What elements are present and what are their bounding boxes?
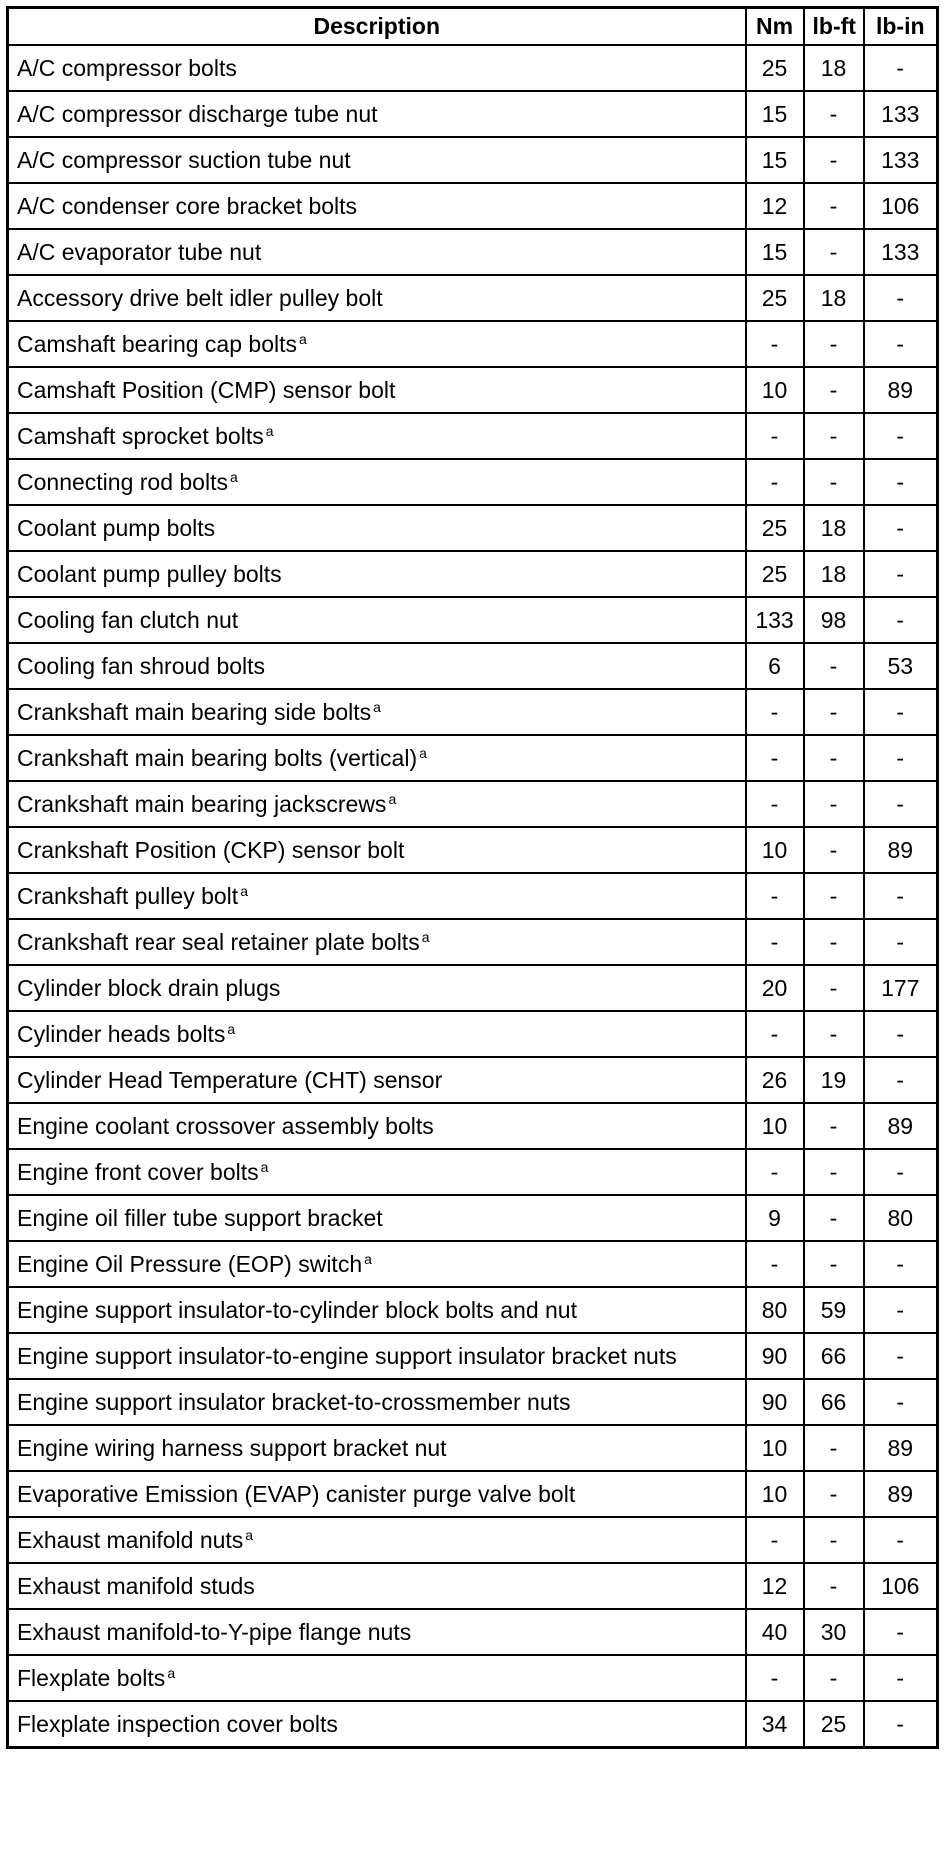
table-row	[8, 873, 938, 919]
lbin-cell: 89	[864, 1103, 938, 1149]
description-cell	[8, 873, 746, 919]
header-description: Description	[8, 8, 746, 46]
nm-cell: 80	[746, 1287, 804, 1333]
table-row	[8, 1379, 938, 1425]
description-text: Flexplate inspection cover bolts	[17, 1710, 338, 1737]
lbft-cell: 30	[804, 1609, 864, 1655]
lbin-cell: -	[864, 1517, 938, 1563]
description-cell	[8, 781, 746, 827]
table-row	[8, 735, 938, 781]
footnote-marker: a	[227, 1021, 236, 1037]
lbin-cell: -	[864, 1701, 938, 1748]
description-cell	[8, 413, 746, 459]
header-lbft: lb-ft	[804, 8, 864, 46]
table-row	[8, 1333, 938, 1379]
nm-cell: 12	[746, 1563, 804, 1609]
nm-cell: 133	[746, 597, 804, 643]
lbft-cell: -	[804, 965, 864, 1011]
lbin-cell: -	[864, 459, 938, 505]
lbft-cell: -	[804, 413, 864, 459]
description-text: Accessory drive belt idler pulley bolt	[17, 284, 383, 311]
lbin-cell: -	[864, 1149, 938, 1195]
nm-cell: 25	[746, 45, 804, 91]
nm-cell: 25	[746, 505, 804, 551]
description-cell	[8, 1241, 746, 1287]
description-cell	[8, 1517, 746, 1563]
lbft-cell: -	[804, 1241, 864, 1287]
lbin-cell: 106	[864, 1563, 938, 1609]
lbft-cell: -	[804, 827, 864, 873]
lbin-cell: -	[864, 597, 938, 643]
description-cell	[8, 275, 746, 321]
lbin-cell: 106	[864, 183, 938, 229]
table-row	[8, 1149, 938, 1195]
description-text: Engine front cover bolts	[17, 1159, 259, 1185]
nm-cell: -	[746, 321, 804, 367]
lbft-cell: 66	[804, 1379, 864, 1425]
table-row	[8, 137, 938, 183]
lbft-cell: -	[804, 229, 864, 275]
table-row	[8, 45, 938, 91]
footnote-marker: a	[419, 745, 427, 761]
lbin-cell: 80	[864, 1195, 938, 1241]
lbin-cell: -	[864, 873, 938, 919]
lbin-cell: -	[864, 1287, 938, 1333]
nm-cell: -	[746, 459, 804, 505]
description-cell	[8, 1425, 746, 1471]
description-text: Crankshaft main bearing bolts (vertical)	[17, 745, 418, 771]
table-row	[8, 1287, 938, 1333]
description-cell	[8, 1379, 746, 1425]
lbin-cell: -	[864, 1655, 938, 1701]
lbin-cell: 89	[864, 367, 938, 413]
lbft-cell: -	[804, 1149, 864, 1195]
table-row	[8, 367, 938, 413]
nm-cell: 15	[746, 91, 804, 137]
nm-cell: 26	[746, 1057, 804, 1103]
description-cell	[8, 183, 746, 229]
nm-cell: 10	[746, 367, 804, 413]
footnote-marker: a	[245, 1527, 254, 1543]
torque-spec-table	[6, 6, 939, 1749]
description-cell	[8, 321, 746, 367]
lbin-cell: -	[864, 1057, 938, 1103]
lbft-cell: -	[804, 321, 864, 367]
description-cell	[8, 1563, 746, 1609]
lbin-cell: -	[864, 1241, 938, 1287]
table-row	[8, 1609, 938, 1655]
description-text: Exhaust manifold studs	[17, 1572, 255, 1599]
description-text: Crankshaft main bearing jackscrews	[17, 791, 387, 817]
lbin-cell: 53	[864, 643, 938, 689]
footnote-marker: a	[421, 929, 430, 945]
description-text: Engine support insulator bracket-to-crossmember nuts	[17, 1388, 571, 1415]
lbin-cell: -	[864, 275, 938, 321]
torque-spec-sheet	[6, 6, 939, 1749]
nm-cell: -	[746, 735, 804, 781]
lbft-cell: -	[804, 137, 864, 183]
lbin-cell: -	[864, 45, 938, 91]
lbin-cell: -	[864, 735, 938, 781]
table-row	[8, 781, 938, 827]
table-row	[8, 1517, 938, 1563]
table-row	[8, 1195, 938, 1241]
nm-cell: 90	[746, 1379, 804, 1425]
table-row	[8, 919, 938, 965]
nm-cell: 40	[746, 1609, 804, 1655]
lbft-cell: -	[804, 873, 864, 919]
footnote-marker: a	[388, 791, 397, 807]
description-cell	[8, 1011, 746, 1057]
description-cell	[8, 1149, 746, 1195]
nm-cell: -	[746, 873, 804, 919]
nm-cell: 6	[746, 643, 804, 689]
nm-cell: 10	[746, 827, 804, 873]
lbin-cell: 89	[864, 827, 938, 873]
lbft-cell: 66	[804, 1333, 864, 1379]
table-row	[8, 965, 938, 1011]
table-row	[8, 413, 938, 459]
description-text: Engine support insulator-to-cylinder block bolts and nut	[17, 1296, 577, 1323]
table-row	[8, 183, 938, 229]
lbin-cell: -	[864, 689, 938, 735]
lbft-cell: -	[804, 919, 864, 965]
nm-cell: 9	[746, 1195, 804, 1241]
table-body	[8, 45, 938, 1748]
table-row	[8, 505, 938, 551]
description-cell	[8, 1333, 746, 1379]
table-row	[8, 1011, 938, 1057]
nm-cell: 20	[746, 965, 804, 1011]
table-row	[8, 551, 938, 597]
description-text: Exhaust manifold-to-Y-pipe flange nuts	[17, 1618, 412, 1645]
nm-cell: 10	[746, 1471, 804, 1517]
lbft-cell: -	[804, 1471, 864, 1517]
nm-cell: -	[746, 1517, 804, 1563]
lbft-cell: 59	[804, 1287, 864, 1333]
description-cell	[8, 229, 746, 275]
footnote-marker: a	[364, 1251, 372, 1267]
nm-cell: -	[746, 689, 804, 735]
description-cell	[8, 1701, 746, 1748]
description-text: Flexplate bolts	[17, 1665, 166, 1691]
nm-cell: 12	[746, 183, 804, 229]
lbft-cell: 98	[804, 597, 864, 643]
description-text: Evaporative Emission (EVAP) canister purge valve bolt	[17, 1480, 576, 1507]
description-text: A/C compressor suction tube nut	[17, 146, 351, 173]
lbft-cell: -	[804, 1425, 864, 1471]
description-text: Connecting rod bolts	[17, 469, 228, 495]
description-text: Camshaft bearing cap bolts	[17, 331, 297, 357]
description-cell	[8, 1195, 746, 1241]
table-row	[8, 229, 938, 275]
description-cell	[8, 505, 746, 551]
description-text: Cooling fan shroud bolts	[17, 652, 266, 679]
description-text: Crankshaft pulley bolt	[17, 883, 239, 909]
lbin-cell: 89	[864, 1471, 938, 1517]
nm-cell: -	[746, 781, 804, 827]
table-row	[8, 1057, 938, 1103]
description-cell	[8, 1057, 746, 1103]
nm-cell: -	[746, 413, 804, 459]
description-text: Engine Oil Pressure (EOP) switch	[17, 1251, 363, 1277]
table-row	[8, 1241, 938, 1287]
description-cell	[8, 965, 746, 1011]
lbin-cell: -	[864, 413, 938, 459]
table-header-row	[8, 8, 938, 46]
lbin-cell: 89	[864, 1425, 938, 1471]
nm-cell: -	[746, 1011, 804, 1057]
description-cell	[8, 1103, 746, 1149]
description-cell	[8, 1655, 746, 1701]
nm-cell: -	[746, 919, 804, 965]
lbft-cell: 19	[804, 1057, 864, 1103]
nm-cell: -	[746, 1149, 804, 1195]
lbft-cell: -	[804, 1103, 864, 1149]
description-cell	[8, 597, 746, 643]
table-row	[8, 1471, 938, 1517]
description-text: Camshaft Position (CMP) sensor bolt	[17, 376, 396, 403]
lbft-cell: -	[804, 91, 864, 137]
description-cell	[8, 459, 746, 505]
header-lbin: lb-in	[864, 8, 938, 46]
nm-cell: 25	[746, 551, 804, 597]
lbin-cell: -	[864, 321, 938, 367]
description-cell	[8, 367, 746, 413]
lbin-cell: 133	[864, 137, 938, 183]
description-cell	[8, 827, 746, 873]
lbin-cell: -	[864, 1379, 938, 1425]
nm-cell: 34	[746, 1701, 804, 1748]
nm-cell: 15	[746, 137, 804, 183]
footnote-marker: a	[265, 423, 274, 439]
description-cell	[8, 1287, 746, 1333]
description-text: A/C compressor bolts	[17, 54, 237, 81]
description-text: Crankshaft rear seal retainer plate bolts	[17, 929, 420, 955]
description-text: A/C compressor discharge tube nut	[17, 100, 378, 127]
table-row	[8, 91, 938, 137]
lbin-cell: -	[864, 1011, 938, 1057]
table-row	[8, 459, 938, 505]
nm-cell: -	[746, 1655, 804, 1701]
description-text: Cylinder block drain plugs	[17, 974, 281, 1001]
table-row	[8, 689, 938, 735]
lbin-cell: -	[864, 551, 938, 597]
lbft-cell: -	[804, 1195, 864, 1241]
footnote-marker: a	[260, 1159, 269, 1175]
nm-cell: 90	[746, 1333, 804, 1379]
lbin-cell: 177	[864, 965, 938, 1011]
table-row	[8, 1701, 938, 1748]
description-text: Cooling fan clutch nut	[17, 606, 239, 633]
lbft-cell: -	[804, 643, 864, 689]
lbft-cell: -	[804, 689, 864, 735]
lbft-cell: 18	[804, 45, 864, 91]
description-text: Coolant pump pulley bolts	[17, 560, 282, 587]
description-cell	[8, 689, 746, 735]
lbft-cell: 18	[804, 275, 864, 321]
description-cell	[8, 91, 746, 137]
description-cell	[8, 1609, 746, 1655]
footnote-marker: a	[240, 883, 248, 899]
nm-cell: -	[746, 1241, 804, 1287]
nm-cell: 25	[746, 275, 804, 321]
lbft-cell: -	[804, 735, 864, 781]
nm-cell: 15	[746, 229, 804, 275]
lbft-cell: -	[804, 781, 864, 827]
lbin-cell: 133	[864, 229, 938, 275]
table-row	[8, 643, 938, 689]
description-text: Engine oil filler tube support bracket	[17, 1204, 383, 1231]
description-text: A/C condenser core bracket bolts	[17, 192, 358, 219]
description-text: Crankshaft main bearing side bolts	[17, 699, 372, 725]
table-row	[8, 1425, 938, 1471]
description-cell	[8, 45, 746, 91]
footnote-marker: a	[299, 331, 307, 347]
description-text: Camshaft sprocket bolts	[17, 423, 264, 449]
footnote-marker: a	[373, 699, 381, 715]
description-text: A/C evaporator tube nut	[17, 238, 262, 265]
lbft-cell: 18	[804, 505, 864, 551]
footnote-marker: a	[167, 1665, 176, 1681]
lbin-cell: -	[864, 1609, 938, 1655]
description-text: Crankshaft Position (CKP) sensor bolt	[17, 836, 405, 863]
lbft-cell: 25	[804, 1701, 864, 1748]
table-row	[8, 827, 938, 873]
description-cell	[8, 1471, 746, 1517]
table-row	[8, 275, 938, 321]
lbin-cell: -	[864, 919, 938, 965]
footnote-marker: a	[229, 469, 238, 485]
lbft-cell: -	[804, 1563, 864, 1609]
header-nm: Nm	[746, 8, 804, 46]
table-row	[8, 597, 938, 643]
description-cell	[8, 735, 746, 781]
lbft-cell: -	[804, 459, 864, 505]
description-text: Cylinder heads bolts	[17, 1021, 226, 1047]
lbft-cell: -	[804, 1655, 864, 1701]
description-cell	[8, 551, 746, 597]
description-text: Cylinder Head Temperature (CHT) sensor	[17, 1066, 443, 1093]
nm-cell: 10	[746, 1103, 804, 1149]
description-text: Engine wiring harness support bracket nut	[17, 1434, 447, 1461]
table-row	[8, 1103, 938, 1149]
description-text: Engine support insulator-to-engine support insulator bracket nuts	[17, 1342, 677, 1369]
table-row	[8, 321, 938, 367]
lbft-cell: -	[804, 1011, 864, 1057]
description-cell	[8, 643, 746, 689]
description-text: Engine coolant crossover assembly bolts	[17, 1112, 434, 1139]
nm-cell: 10	[746, 1425, 804, 1471]
lbin-cell: -	[864, 781, 938, 827]
lbft-cell: -	[804, 367, 864, 413]
lbin-cell: -	[864, 1333, 938, 1379]
table-row	[8, 1563, 938, 1609]
description-cell	[8, 137, 746, 183]
lbft-cell: -	[804, 183, 864, 229]
table-row	[8, 1655, 938, 1701]
lbft-cell: -	[804, 1517, 864, 1563]
description-cell	[8, 919, 746, 965]
lbin-cell: 133	[864, 91, 938, 137]
description-text: Coolant pump bolts	[17, 514, 216, 541]
lbin-cell: -	[864, 505, 938, 551]
lbft-cell: 18	[804, 551, 864, 597]
description-text: Exhaust manifold nuts	[17, 1527, 244, 1553]
